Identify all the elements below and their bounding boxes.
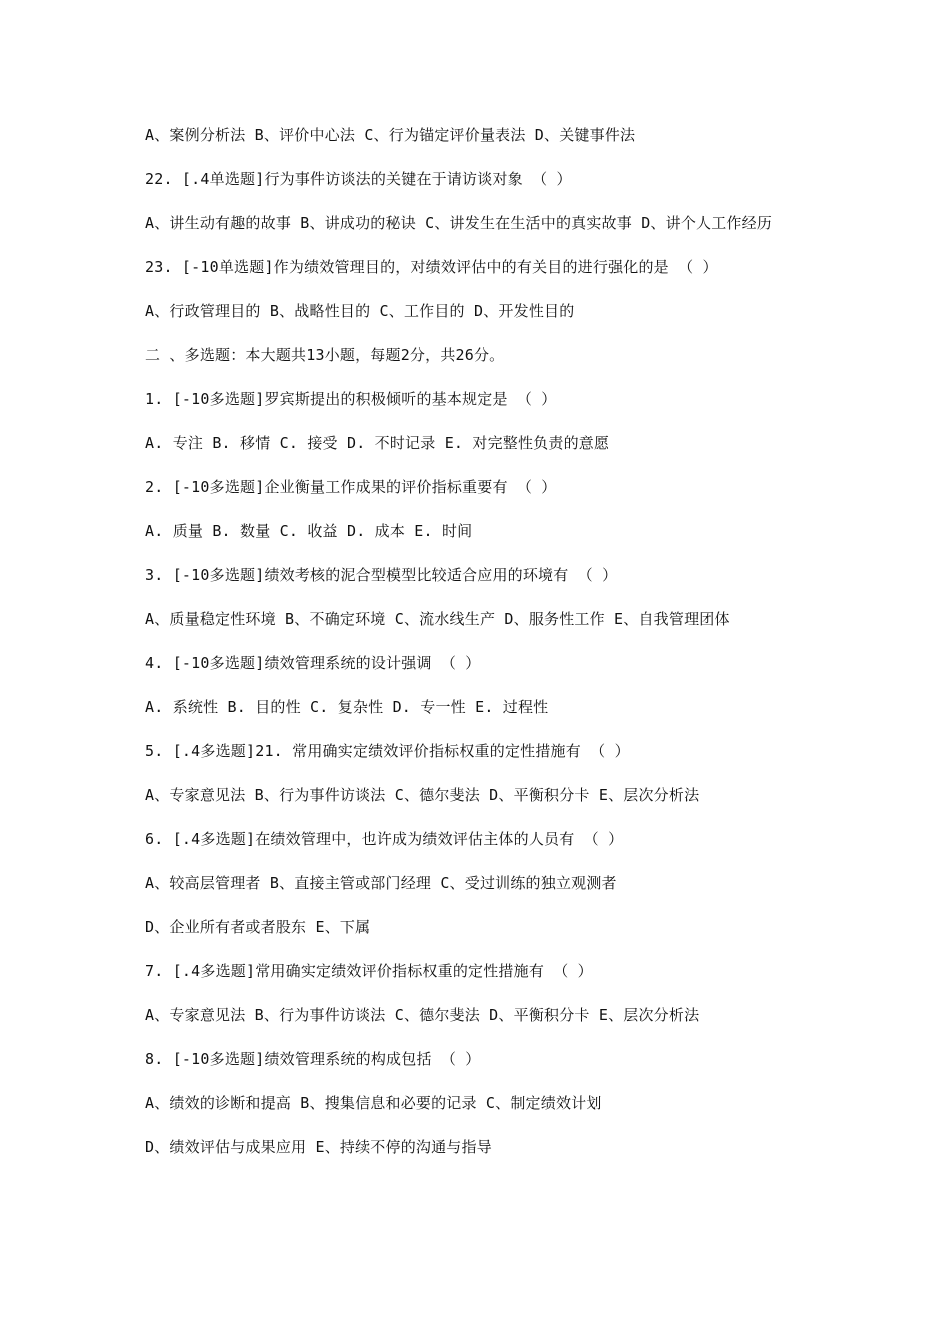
section-heading-multiple-choice: 二 、多选题：本大题共13小题，每题2分，共26分。 (145, 346, 505, 364)
answer-options-22: A、讲生动有趣的故事 B、讲成功的秘诀 C、讲发生在生活中的真实故事 D、讲个人工作经历 (145, 214, 773, 232)
question-list (145, 124, 835, 1180)
answer-options-m3: A、质量稳定性环境 B、不确定环境 C、流水线生产 D、服务性工作 E、自我管理团体 (145, 610, 730, 628)
answer-options-m2: A. 质量 B. 数量 C. 收益 D. 成本 E. 时间 (145, 522, 473, 540)
answer-options-m4: A. 系统性 B. 目的性 C. 复杂性 D. 专一性 E. 过程性 (145, 698, 549, 716)
question-23: 23. [-10单选题]作为绩效管理目的，对绩效评估中的有关目的进行强化的是 （ ） (145, 258, 718, 276)
question-m8: 8. [-10多选题]绩效管理系统的构成包括 （ ） (145, 1050, 481, 1068)
answer-options-m5: A、专家意见法 B、行为事件访谈法 C、德尔斐法 D、平衡积分卡 E、层次分析法 (145, 786, 700, 804)
answer-options-m8-b: D、绩效评估与成果应用 E、持续不停的沟通与指导 (145, 1138, 492, 1156)
question-m3: 3. [-10多选题]绩效考核的泥合型模型比较适合应用的环境有 （ ） (145, 566, 618, 584)
answer-options-21: A、案例分析法 B、评价中心法 C、行为锚定评价量表法 D、关键事件法 (145, 126, 636, 144)
answer-options-m8-a: A、绩效的诊断和提高 B、搜集信息和必要的记录 C、制定绩效计划 (145, 1094, 602, 1112)
answer-options-m6-b: D、企业所有者或者股东 E、下属 (145, 918, 371, 936)
question-m1: 1. [-10多选题]罗宾斯提出的积极倾听的基本规定是 （ ） (145, 390, 557, 408)
question-m2: 2. [-10多选题]企业衡量工作成果的评价指标重要有 （ ） (145, 478, 557, 496)
question-m5: 5. [.4多选题]21. 常用确实定绩效评价指标权重的定性措施有 （ ） (145, 742, 630, 760)
answer-options-23: A、行政管理目的 B、战略性目的 C、工作目的 D、开发性目的 (145, 302, 575, 320)
answer-options-m6-a: A、较高层管理者 B、直接主管或部门经理 C、受过训练的独立观测者 (145, 874, 617, 892)
question-m6: 6. [.4多选题]在绩效管理中，也许成为绩效评估主体的人员有 （ ） (145, 830, 624, 848)
question-m7: 7. [.4多选题]常用确实定绩效评价指标权重的定性措施有 （ ） (145, 962, 593, 980)
answer-options-m7: A、专家意见法 B、行为事件访谈法 C、德尔斐法 D、平衡积分卡 E、层次分析法 (145, 1006, 700, 1024)
question-22: 22. [.4单选题]行为事件访谈法的关键在于请访谈对象 （ ） (145, 170, 572, 188)
answer-options-m1: A. 专注 B. 移情 C. 接受 D. 不时记录 E. 对完整性负责的意愿 (145, 434, 610, 452)
question-m4: 4. [-10多选题]绩效管理系统的设计强调 （ ） (145, 654, 481, 672)
